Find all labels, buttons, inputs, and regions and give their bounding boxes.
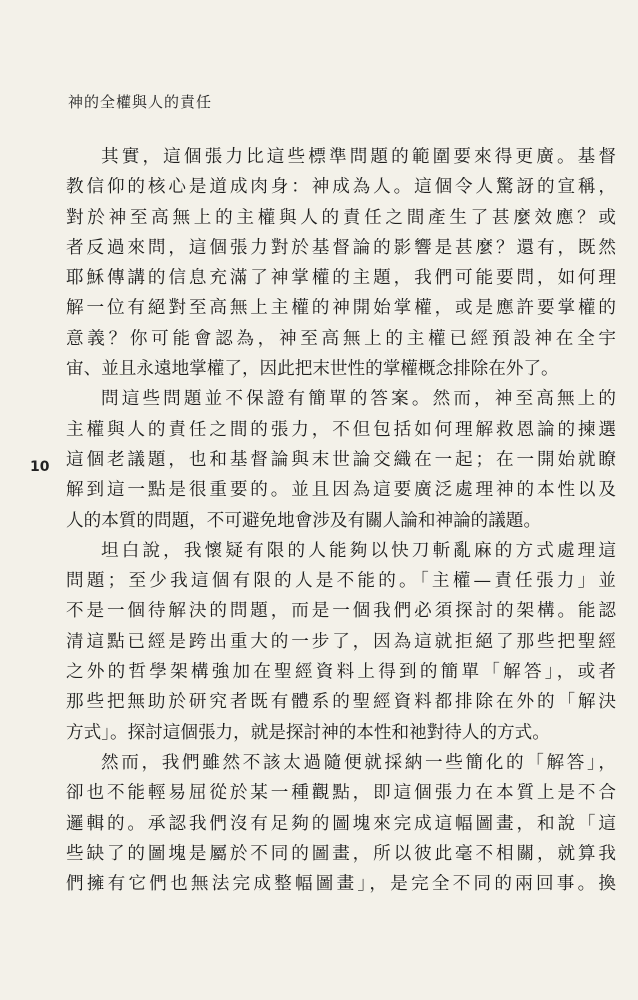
- text-line: 耶穌傳講的信息充滿了神掌權的主題，我們可能要問，如何理: [66, 268, 616, 289]
- text-line: 之外的哲學架構強加在聖經資料上得到的簡單「解答」，或者: [66, 662, 616, 683]
- text-line: 意義？你可能會認為，神至高無上的主權已經預設神在全宇: [66, 328, 616, 349]
- text-line: 人的本質的問題，不可避免地會涉及有關人論和神論的議題。: [66, 510, 542, 531]
- text-line: 那些把無助於研究者既有體系的聖經資料都排除在外的「解決: [66, 692, 616, 713]
- text-line: 問題；至少我這個有限的人是不能的。「主權—責任張力」並: [66, 571, 616, 592]
- running-header: 神的全權與人的責任: [68, 93, 213, 111]
- text-line: 解到這一點是很重要的。並且因為這要廣泛處理神的本性以及: [66, 480, 616, 501]
- text-line: 這個老議題，也和基督論與末世論交織在一起；在一開始就瞭: [66, 449, 616, 470]
- text-line: 解一位有絕對至高無上主權的神開始掌權，或是應許要掌權的: [66, 298, 616, 319]
- text-line: 不是一個待解決的問題，而是一個我們必須探討的架構。能認: [66, 601, 616, 622]
- text-line: 教信仰的核心是道成肉身：神成為人。這個令人驚訝的宣稱，: [66, 177, 616, 198]
- text-line: 清這點已經是跨出重大的一步了，因為這就拒絕了那些把聖經: [66, 631, 616, 652]
- text-line: 然而，我們雖然不該太過隨便就採納一些簡化的「解答」，: [101, 752, 616, 773]
- text-line: 者反過來問，這個張力對於基督論的影響是甚麼？還有，既然: [66, 237, 616, 258]
- text-line: 其實，這個張力比這些標準問題的範圍要來得更廣。基督: [101, 147, 616, 167]
- text-line: 卻也不能輕易屈從於某一種觀點，即這個張力在本質上是不合: [66, 783, 616, 804]
- text-line: 坦白說，我懷疑有限的人能夠以快刀斬亂麻的方式處理這: [101, 540, 616, 561]
- text-line: 宙、並且永遠地掌權了，因此把末世性的掌權概念排除在外了。: [66, 359, 559, 380]
- text-line: 邏輯的。承認我們沒有足夠的圖塊來完成這幅圖畫，和說「這: [66, 813, 616, 834]
- text-line: 些缺了的圖塊是屬於不同的圖畫，所以彼此毫不相關，就算我: [66, 843, 616, 864]
- body-text: [66, 142, 616, 899]
- text-line: 問這些問題並不保證有簡單的答案。然而，神至高無上的: [101, 389, 616, 410]
- text-line: 對於神至高無上的主權與人的責任之間產生了甚麼效應？或: [66, 207, 616, 228]
- text-line: 方式」。探討這個張力，就是探討神的本性和祂對待人的方式。: [66, 722, 550, 743]
- text-line: 主權與人的責任之間的張力，不但包括如何理解救恩論的揀選: [66, 419, 616, 440]
- page-number: 10: [30, 459, 50, 475]
- text-line: 們擁有它們也無法完成整幅圖畫」，是完全不同的兩回事。換: [66, 874, 616, 895]
